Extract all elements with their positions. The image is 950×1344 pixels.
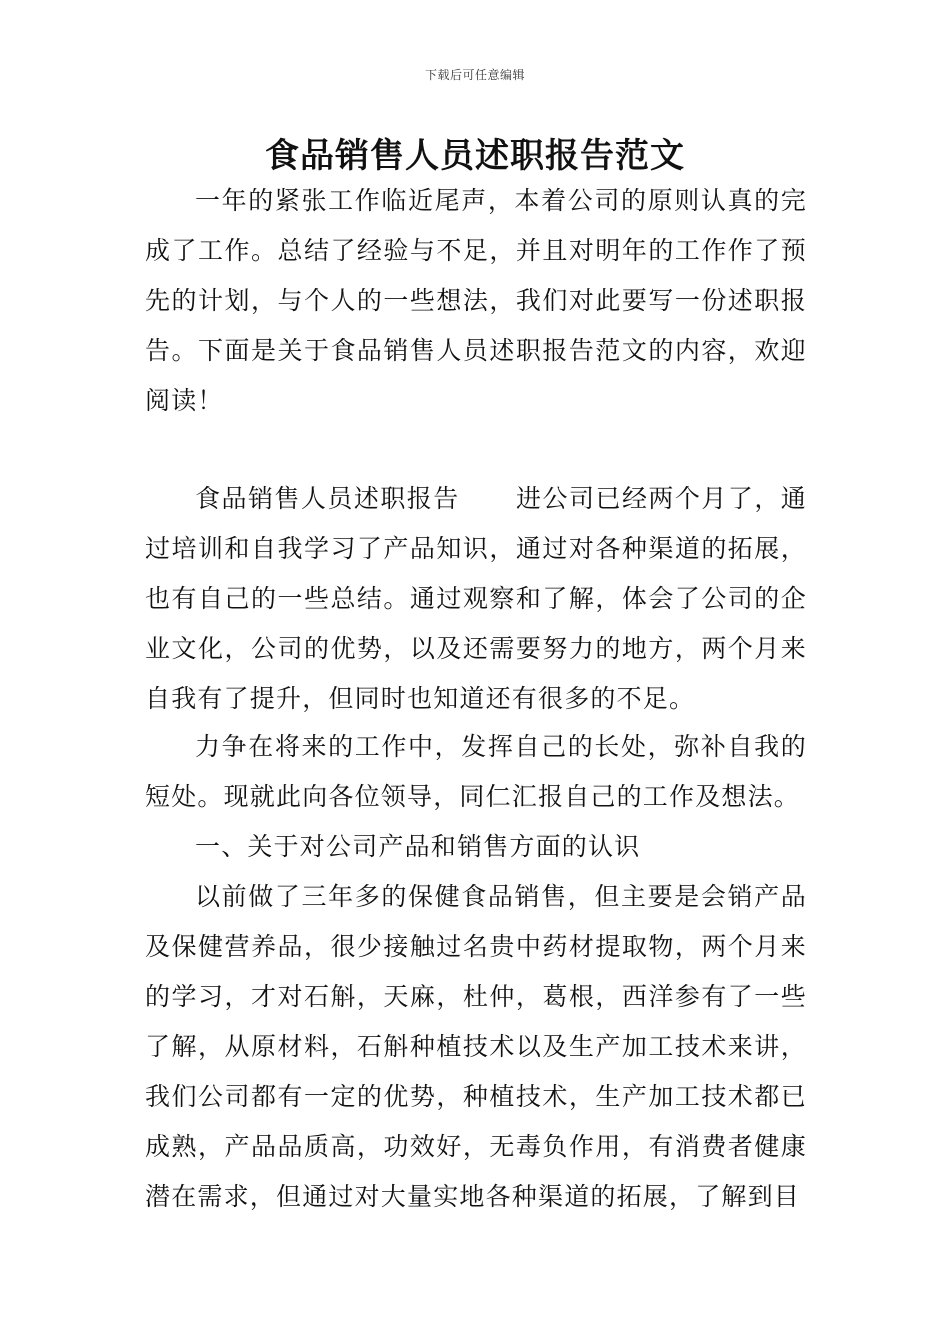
report-paragraph [145,474,807,724]
body-paragraph: 以前做了三年多的保健食品销售，但主要是会销产品及保健营养品，很少接触过名贵中药材提取物，两个月来的学习，才对石斛，天麻，杜仲，葛根，西洋参有了一些了解，从原材料，石斛种植技术以及生产加工技术来讲，我们公司都有一定的优势，种植技术，生产加工技术都已成熟，产品品质高，功效好，无毒负作用，有消费者健康潜在需求，但通过对大量实地各种渠道的拓展，了解到目 [145,882,807,1211]
report-label: 食品销售人员述职报告 [195,484,460,513]
report-paragraph-text: 进公司已经两个月了，通过培训和自我学习了产品知识，通过对各种渠道的拓展，也有自己的一些总结。通过观察和了解，体会了公司的企业文化，公司的优势，以及还需要努力的地方，两个月来自我有了提升，但同时也知道还有很多的不足。 [145,484,807,713]
document-title: 食品销售人员述职报告范文 [265,136,685,176]
intro-paragraph: 一年的紧张工作临近尾声，本着公司的原则认真的完成了工作。总结了经验与不足，并且对明年的工作作了预先的计划，与个人的一些想法，我们对此要写一份述职报告。下面是关于食品销售人员述职报告范文的内容，欢迎阅读！ [145,186,807,415]
header-note: 下载后可任意编辑 [424,68,525,82]
section-heading: 一、关于对公司产品和销售方面的认识 [195,832,641,861]
body-paragraph: 力争在将来的工作中，发挥自己的长处，弥补自我的短处。现就此向各位领导，同仁汇报自己的工作及想法。 [145,732,807,811]
